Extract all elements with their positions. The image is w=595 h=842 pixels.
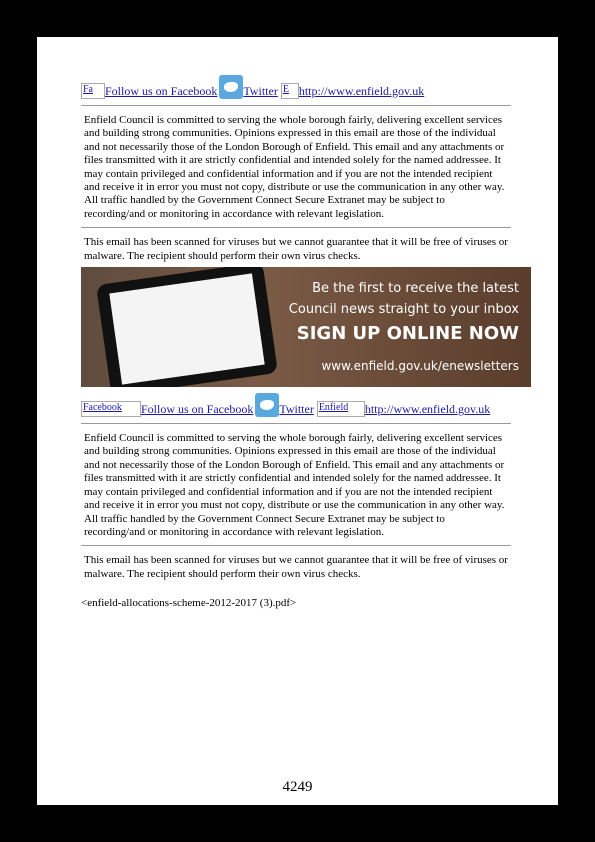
twitter-icon[interactable] [255, 393, 279, 417]
social-links-top [81, 69, 511, 99]
divider [81, 227, 511, 228]
divider [81, 423, 511, 424]
banner-line-2: Council news straight to your inbox [288, 302, 519, 318]
facebook-image-broken[interactable]: Facebook [81, 401, 141, 417]
banner-cta: SIGN UP ONLINE NOW [296, 323, 519, 345]
tablet-image [96, 267, 278, 387]
disclaimer-text: Enfield Council is committed to serving the whole borough fairly, delivering excellent services and building strong communities. Opinions expressed in this email are those of the individual and not necessarily those of the London Borough of Enfield. This email and any attachments or files transmitted with it are strictly confidential and intended solely for the named addressee. It may contain privileged and confidential information and if you are not the intended recipient and receive it in error you must not copy, distribute or use the communication in any other way. All traffic handled by the Government Connect Secure Extranet may be subject to recording/and or monitoring in accordance with relevant legislation. [84, 114, 505, 220]
facebook-link[interactable]: Follow us on Facebook [141, 402, 254, 417]
facebook-link[interactable]: Follow us on Facebook [105, 84, 218, 98]
banner-line-1: Be the first to receive the latest [312, 281, 519, 297]
website-link[interactable]: http://www.enfield.gov.uk [298, 84, 425, 98]
social-links-bottom [81, 387, 511, 417]
virus-notice: This email has been scanned for viruses but we cannot guarantee that it will be free of viruses or malware. The recipient should perform their own virus checks. [84, 236, 508, 262]
virus-notice: This email has been scanned for viruses but we cannot guarantee that it will be free of viruses or malware. The recipient should perform their own virus checks. [84, 554, 508, 580]
attachment-name: <enfield-allocations-scheme-2012-2017 (3).pdf> [81, 597, 297, 610]
twitter-icon[interactable] [219, 75, 243, 99]
disclaimer-text: Enfield Council is committed to serving the whole borough fairly, delivering excellent services and building strong communities. Opinions expressed in this email are those of the individual and not necessarily those of the London Borough of Enfield. This email and any attachments or files transmitted with it are strictly confidential and intended solely for the named addressee. It may contain privileged and confidential information and if you are not the intended recipient and receive it in error you must not copy, distribute or use the communication in any other way. All traffic handled by the Government Connect Secure Extranet may be subject to recording/and or monitoring in accordance with relevant legislation. [84, 432, 505, 538]
banner-url: www.enfield.gov.uk/enewsletters [321, 359, 519, 374]
page-number: 4249 [282, 779, 313, 795]
website-link[interactable]: http://www.enfield.gov.uk [364, 402, 491, 417]
email-footer [81, 69, 519, 610]
enfield-image-broken[interactable]: E [281, 83, 299, 99]
divider [81, 545, 511, 546]
facebook-image-broken[interactable]: Fa [81, 83, 105, 99]
twitter-link[interactable]: Twitter [279, 402, 314, 417]
enfield-image-broken[interactable]: Enfield [317, 401, 365, 417]
enewsletter-banner[interactable] [81, 267, 531, 387]
document-page [37, 37, 558, 805]
twitter-link[interactable]: Twitter [243, 84, 278, 98]
divider [81, 105, 511, 106]
